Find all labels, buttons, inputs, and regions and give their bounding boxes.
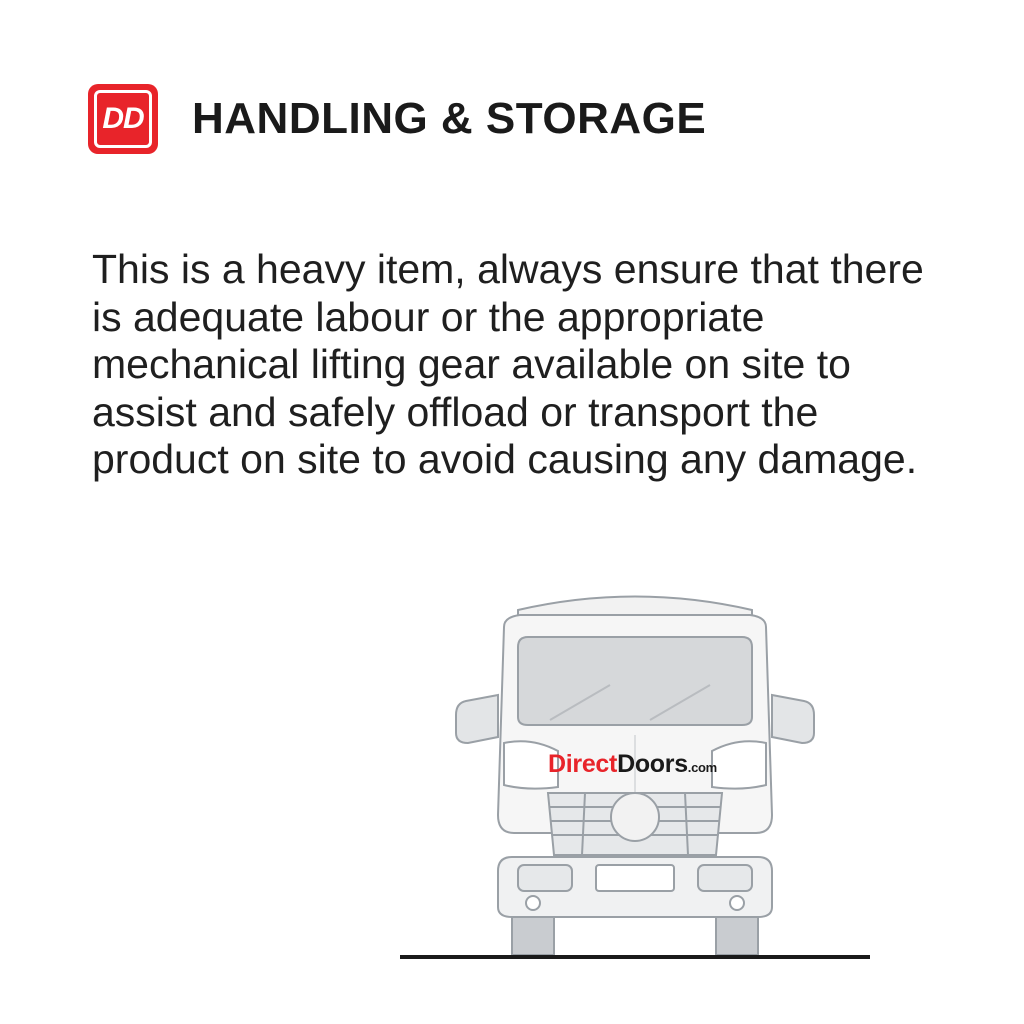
page-header: [88, 84, 706, 154]
van-illustration: [400, 565, 870, 985]
direct-doors-logo-icon: [88, 84, 158, 154]
page-title: HANDLING & STORAGE: [192, 94, 707, 143]
van-brand-decal: [548, 750, 717, 779]
brand-word-doors: Doors: [617, 750, 688, 778]
brand-word-com: .com: [687, 760, 717, 775]
instruction-paragraph: This is a heavy item, always ensure that there is adequate labour or the appropriate mechanical lifting gear available on site to assist and safely offload or transport the product on site to avoid causing any damage.: [92, 246, 924, 483]
brand-word-direct: Direct: [548, 750, 618, 778]
logo-initials: DD: [102, 102, 144, 135]
